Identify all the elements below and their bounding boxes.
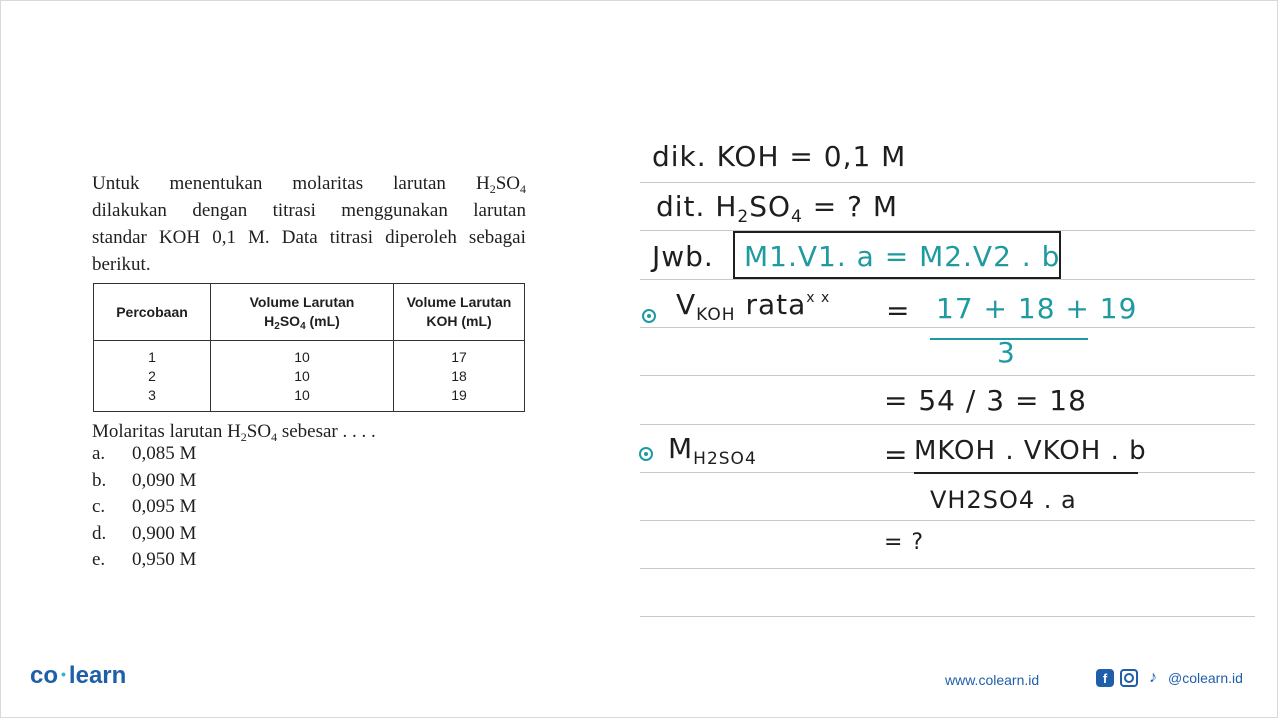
notebook-rule — [640, 182, 1255, 183]
molarity-denominator: VH2SO4 . a — [930, 486, 1077, 514]
word: menggunakan — [341, 200, 448, 221]
word: molaritas — [292, 173, 364, 194]
sum-denominator: 3 — [997, 336, 1016, 369]
word: Data — [281, 227, 318, 248]
m-h2so4-label: $M_{H2SO4}$ — [668, 432, 757, 469]
notebook-rule — [640, 327, 1255, 328]
molarity-numerator: MKOH . VKOH . b — [914, 436, 1147, 466]
word: M. — [248, 227, 270, 248]
header-volume-h2so4: Volume Larutan $H_2SO_4$ (mL) — [211, 284, 394, 341]
question-line-1 — [92, 170, 526, 197]
v-koh-average-label: $V_{KOH}$ rata$^{x x}$ — [676, 288, 831, 325]
titration-table — [93, 283, 525, 412]
answer-options — [92, 441, 196, 574]
final-result: = ? — [884, 530, 925, 555]
tiktok-icon[interactable]: ♪ — [1149, 669, 1157, 686]
word: titrasi — [272, 200, 316, 221]
header-volume-koh: Volume Larutan KOH (mL) — [394, 284, 525, 341]
social-handle[interactable]: @colearn.id — [1168, 670, 1243, 686]
notebook-rule — [640, 520, 1255, 521]
word: sebagai — [468, 227, 526, 248]
social-links — [1096, 669, 1243, 687]
notebook-rule — [640, 616, 1255, 617]
equals-sign: = — [884, 438, 909, 471]
notebook-rule — [640, 279, 1255, 280]
sum-numerator: 17 + 18 + 19 — [936, 292, 1138, 325]
table-header-row — [94, 284, 525, 341]
question-prompt: Molaritas larutan $H_2SO_4$ sebesar . . . . — [92, 421, 376, 444]
option-e[interactable]: e. 0,950 M — [92, 549, 197, 570]
option-b[interactable]: b. 0,090 M — [92, 469, 197, 491]
answer-label: Jwb. — [652, 240, 714, 273]
cell-volume-h2so4: 10 10 10 — [211, 341, 394, 412]
word: menentukan — [169, 173, 263, 194]
header-percobaan: Percobaan — [94, 284, 211, 341]
word: KOH — [158, 227, 201, 248]
word: diperoleh — [385, 227, 457, 248]
word: larutan — [393, 173, 446, 194]
word: berikut. — [92, 254, 151, 275]
option-a[interactable]: a. 0,085 M — [92, 443, 197, 464]
word: dengan — [192, 200, 248, 221]
word: dilakukan — [92, 200, 167, 221]
question-line-2 — [92, 197, 526, 224]
colearn-logo: co • learn — [30, 662, 127, 689]
word: 0,1 — [212, 227, 236, 248]
instagram-icon[interactable] — [1120, 669, 1138, 687]
fraction-bar — [914, 472, 1138, 474]
titration-formula: M1.V1. a = M2.V2 . b — [744, 240, 1061, 273]
website-link[interactable]: www.colearn.id — [945, 672, 1040, 688]
bullet-icon — [642, 309, 656, 323]
word: standar — [92, 227, 147, 248]
equals-sign: = — [886, 294, 911, 327]
option-d[interactable]: d. 0,900 M — [92, 522, 197, 544]
asked-line: dit. $H_2SO_4$ = ? M — [656, 190, 899, 227]
word: larutan — [473, 200, 526, 221]
notebook-rule — [640, 424, 1255, 425]
bullet-icon — [639, 447, 653, 461]
notebook-rule — [640, 375, 1255, 376]
table-row — [94, 341, 525, 412]
option-c[interactable]: c. 0,095 M — [92, 496, 197, 517]
question-text — [92, 170, 526, 278]
word: titrasi — [329, 227, 373, 248]
notebook-rule — [640, 568, 1255, 569]
question-line-3 — [92, 224, 526, 251]
facebook-icon[interactable]: f — [1096, 669, 1114, 687]
average-result: = 54 / 3 = 18 — [884, 384, 1087, 417]
question-line-4 — [92, 251, 526, 278]
cell-percobaan: 1 2 3 — [94, 341, 211, 412]
formula-h2so4: $H_2SO_4$ — [475, 173, 526, 196]
word: Untuk — [92, 173, 140, 194]
cell-volume-koh: 17 18 19 — [394, 341, 525, 412]
given-line: dik. KOH = 0,1 M — [652, 140, 907, 173]
